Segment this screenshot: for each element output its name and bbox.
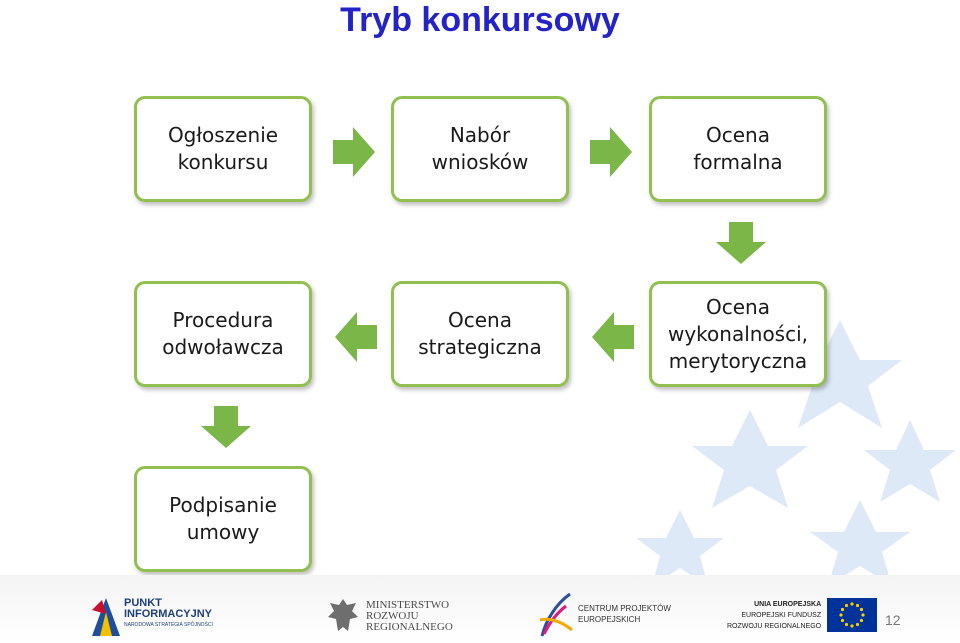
logo1-line1: PUNKT	[124, 596, 162, 609]
step-box-ocena-strategiczna	[391, 281, 569, 387]
step-label: Ogłoszenie konkursu	[167, 123, 279, 174]
step-label: Ocena formalna	[693, 123, 783, 174]
arrow-down-icon	[201, 406, 251, 448]
logo-punkt-informacyjny	[92, 592, 213, 636]
logo-unia-europejska	[727, 598, 877, 632]
cpe-swirl-icon	[536, 590, 574, 638]
logo-centrum-projektow	[536, 590, 671, 638]
page-number: 12	[885, 612, 901, 628]
logo2-line3: REGIONALNEGO	[366, 620, 453, 633]
logo2-line1: MINISTERSTWO	[366, 598, 450, 611]
logo1-line3: NARODOWA STRATEGIA SPÓJNOŚCI	[124, 621, 213, 628]
step-box-ocena-wykonalnosci	[649, 281, 827, 387]
step-box-ocena-formalna	[649, 96, 827, 202]
logo4-line3: ROZWOJU REGIONALNEGO	[727, 622, 822, 630]
page-title: Tryb konkursowy	[340, 1, 620, 39]
logo2-line2: ROZWOJU	[366, 609, 419, 622]
logo4-line2: EUROPEJSKI FUNDUSZ	[741, 611, 822, 619]
step-box-nabor-wnioskow	[391, 96, 569, 202]
logo3-line2: EUROPEJSKICH	[578, 615, 641, 624]
arrow-left-icon	[592, 312, 634, 362]
arrow-right-icon	[333, 127, 375, 177]
logo1-line2: INFORMACYJNY	[124, 607, 213, 620]
step-box-podpisanie-umowy	[134, 466, 312, 572]
arrow-right-icon	[590, 127, 632, 177]
logo3-line1: CENTRUM PROJEKTÓW	[578, 604, 671, 613]
arrow-left-icon	[335, 312, 377, 362]
eagle-emblem-icon	[326, 597, 360, 635]
step-label: Podpisanie umowy	[169, 493, 277, 544]
logo4-line1: UNIA EUROPEJSKA	[754, 600, 822, 608]
step-label: Procedura odwoławcza	[162, 308, 284, 359]
punkt-informacyjny-icon	[92, 592, 120, 636]
eu-flag-icon	[827, 598, 877, 632]
step-box-ogloszenie-konkursu	[134, 96, 312, 202]
step-label: Ocena strategiczna	[418, 308, 542, 359]
step-label: Ocena wykonalności, merytoryczna	[667, 294, 809, 373]
arrow-down-icon	[716, 222, 766, 264]
step-label: Nabór wniosków	[431, 123, 529, 174]
step-box-procedura-odwolawcza	[134, 281, 312, 387]
logo-ministerstwo	[326, 597, 453, 635]
